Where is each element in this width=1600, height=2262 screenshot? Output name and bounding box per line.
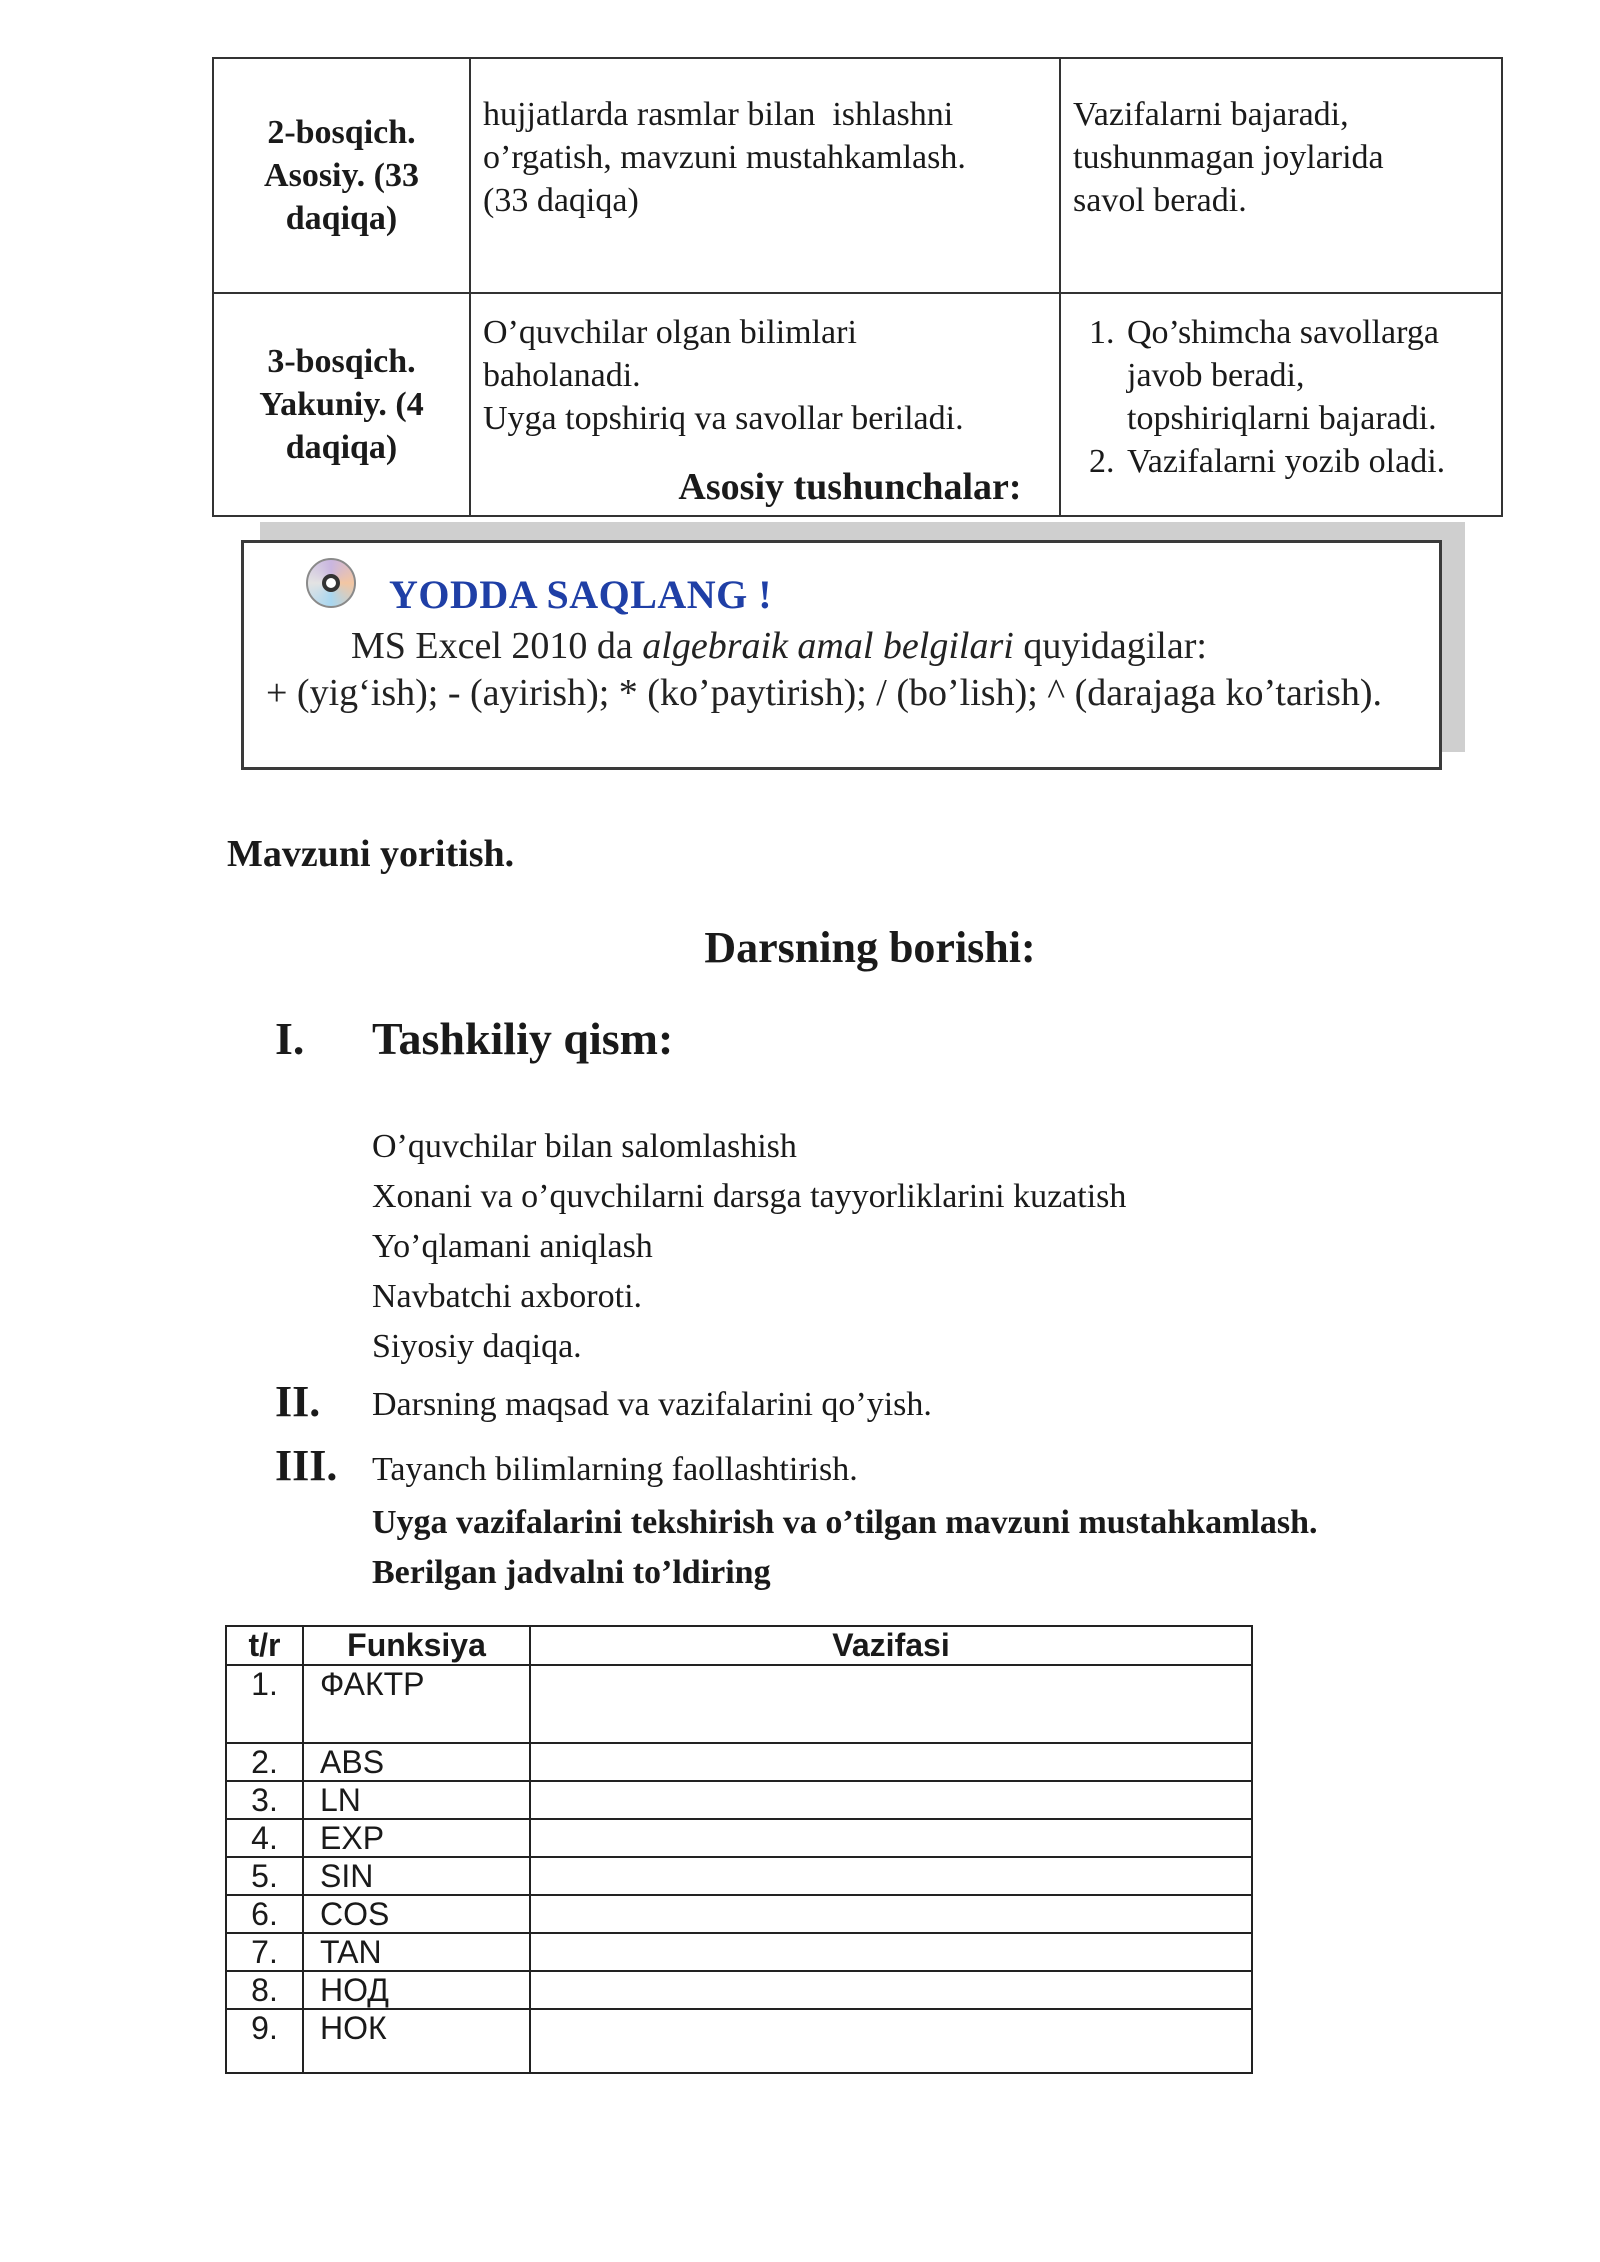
row-number: 6. <box>226 1895 303 1933</box>
darsning-borishi-heading: Darsning borishi: <box>704 923 1036 972</box>
row-number: 5. <box>226 1857 303 1895</box>
stage-line: Yakuniy. (4 <box>259 386 424 423</box>
row-number: 9. <box>226 2009 303 2073</box>
teacher-line: Uyga topshiriq va savollar beriladi. <box>483 400 964 437</box>
stage-line: 2-bosqich. <box>267 114 416 151</box>
section-numeral: II. <box>275 1377 321 1426</box>
function-name: ABS <box>303 1743 530 1781</box>
table-row <box>226 1819 1252 1857</box>
box-italic-text: algebraik amal belgilari <box>642 625 1014 667</box>
function-name: LN <box>303 1781 530 1819</box>
section-item-list <box>372 1122 1126 1372</box>
column-header: t/r <box>226 1626 303 1665</box>
stage-line: daqiqa) <box>285 200 398 237</box>
list-item: O’quvchilar bilan salomlashish <box>372 1128 797 1165</box>
section-title: Tashkiliy qism: <box>372 1013 674 1064</box>
student-line: Vazifalarni bajaradi, <box>1073 96 1349 133</box>
row-number: 8. <box>226 1971 303 2009</box>
function-name: НОД <box>303 1971 530 2009</box>
row-number: 3. <box>226 1781 303 1819</box>
table-row <box>226 1665 1252 1743</box>
teacher-line: o’rgatish, mavzuni mustahkamlash. <box>483 139 966 176</box>
student-activity-cell <box>1060 58 1502 293</box>
teacher-line: hujjatlarda rasmlar bilan ishlashni <box>483 96 954 133</box>
box-body <box>266 623 1426 717</box>
section-title: Darsning maqsad va vazifalarini qo’yish. <box>372 1386 932 1423</box>
student-line: tushunmagan joylarida <box>1073 139 1384 176</box>
cd-disc-icon <box>306 558 356 608</box>
teacher-line: (33 daqiqa) <box>483 182 639 219</box>
section-numeral: III. <box>275 1441 338 1490</box>
teacher-line: O’quvchilar olgan bilimlari <box>483 314 857 351</box>
table-row <box>226 1743 1252 1781</box>
row-number: 1. <box>226 1665 303 1743</box>
asosiy-tushunchalar-heading: Asosiy tushunchalar: <box>678 466 1022 508</box>
section-title: Tayanch bilimlarning faollashtirish. <box>372 1451 858 1488</box>
table-row <box>226 1971 1252 2009</box>
column-header: Funksiya <box>303 1626 530 1665</box>
table-row <box>226 1857 1252 1895</box>
list-item: Yo’qlamani aniqlash <box>372 1228 653 1265</box>
function-description-cell[interactable] <box>530 1895 1252 1933</box>
stage-line: daqiqa) <box>285 429 398 466</box>
function-description-cell[interactable] <box>530 2009 1252 2073</box>
list-item: Siyosiy daqiqa. <box>372 1328 582 1365</box>
function-description-cell[interactable] <box>530 1857 1252 1895</box>
teacher-activity-cell <box>470 58 1060 293</box>
box-line: + (yig‘ish); - (ayirish); * (ko’paytirish); / (bo’lish); ^ (darajaga ko’tarish). <box>266 672 1382 714</box>
stage-line: 3-bosqich. <box>267 343 416 380</box>
function-name: SIN <box>303 1857 530 1895</box>
function-name: TAN <box>303 1933 530 1971</box>
box-text: quyidagilar: <box>1013 625 1207 667</box>
row-number: 7. <box>226 1933 303 1971</box>
box-title: YODDA SAQLANG ! <box>389 572 773 617</box>
instruction-line: Berilgan jadvalni to’ldiring <box>372 1554 771 1591</box>
stages-table <box>212 57 1503 517</box>
function-name: COS <box>303 1895 530 1933</box>
student-line: savol beradi. <box>1073 182 1247 219</box>
function-description-cell[interactable] <box>530 1743 1252 1781</box>
yodda-saqlang-box <box>241 540 1442 770</box>
table-row <box>226 1895 1252 1933</box>
table-header-row <box>226 1626 1252 1665</box>
list-item: 1. Qo’shimcha savollarga javob beradi, topshiriqlarni bajaradi. <box>1123 311 1489 440</box>
student-task-list <box>1073 311 1489 483</box>
function-description-cell[interactable] <box>530 1781 1252 1819</box>
box-line <box>266 623 1426 670</box>
instruction-line: Uyga vazifalarini tekshirish va o’tilgan mavzuni mustahkamlash. <box>372 1504 1318 1541</box>
teacher-line: baholanadi. <box>483 357 641 394</box>
table-row <box>226 1933 1252 1971</box>
table-row <box>226 1781 1252 1819</box>
section-numeral: I. <box>275 1013 305 1064</box>
list-item: Navbatchi axboroti. <box>372 1278 643 1315</box>
function-name: НОК <box>303 2009 530 2073</box>
mavzuni-yoritish-label: Mavzuni yoritish. <box>227 833 515 875</box>
row-number: 2. <box>226 1743 303 1781</box>
row-number: 4. <box>226 1819 303 1857</box>
function-description-cell[interactable] <box>530 1971 1252 2009</box>
function-description-cell[interactable] <box>530 1665 1252 1743</box>
function-name: ФАКТР <box>303 1665 530 1743</box>
column-header: Vazifasi <box>530 1626 1252 1665</box>
homework-instructions <box>372 1498 1317 1598</box>
function-description-cell[interactable] <box>530 1819 1252 1857</box>
list-item: 2. Vazifalarni yozib oladi. <box>1123 440 1489 483</box>
table-row <box>226 2009 1252 2073</box>
function-description-cell[interactable] <box>530 1933 1252 1971</box>
stage-line: Asosiy. (33 <box>264 157 419 194</box>
box-text: MS Excel 2010 da <box>351 625 643 667</box>
function-table <box>225 1625 1253 2074</box>
table-row <box>213 58 1502 293</box>
function-name: EXP <box>303 1819 530 1857</box>
list-item: Xonani va o’quvchilarni darsga tayyorliklarini kuzatish <box>372 1178 1127 1215</box>
stage-cell <box>213 58 470 293</box>
